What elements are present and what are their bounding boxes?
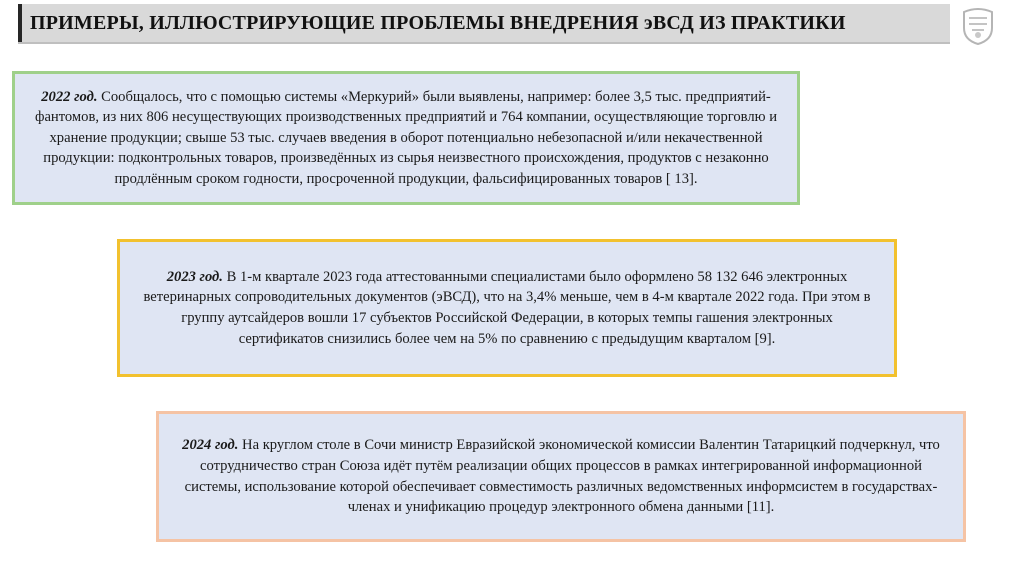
title-accent-bar bbox=[18, 4, 22, 42]
example-text-2023 bbox=[140, 267, 874, 349]
example-body-2023: В 1-м квартале 2023 года аттестованными специалистами было оформлено 58 132 646 электронных ветеринарных сопроводительных документов (эВСД), что на 3,4% меньше, чем в 4-м квартале 2022 года. При этом в группу аутсайдеров вошли 17 субъектов Российской Федерации, в которых темпы гашения электронных сертификатов снизились более чем на 5% по сравнению с предыдущим кварталом [9]. bbox=[143, 268, 871, 347]
example-card-2024 bbox=[156, 411, 966, 542]
example-text-2022 bbox=[25, 87, 787, 190]
example-body-2022: Сообщалось, что с помощью системы «Меркурий» были выявлены, например: более 3,5 тыс. предприятий-фантомов, из них 806 несуществующих производственных предприятий и 764 компании, осуществляющие торговлю и хранение продукции; свыше 53 тыс. случаев введения в оборот потенциально небезопасной и/или некачественной продукции: подконтрольных товаров, произведённых из сырья неизвестного происхождения, продуктов с незаконно продлённым сроком годности, просроченной продукции, фальсифицированных товаров [ 13]. bbox=[34, 88, 777, 187]
year-label-2023: 2023 год. bbox=[166, 268, 223, 285]
example-card-2023 bbox=[117, 239, 897, 377]
example-body-2024: На круглом столе в Сочи министр Евразийской экономической комиссии Валентин Татарицкий подчеркнул, что сотрудничество стран Союза идёт путём реализации общих процессов в рамках интегрированной информационной системы, использование которой обеспечивает совместимость различных ведомственных информсистем в государствах-членах и унификацию процедур электронного обмена данными [11]. bbox=[184, 437, 940, 516]
year-label-2024: 2024 год. bbox=[182, 437, 239, 454]
year-label-2022: 2022 год. bbox=[41, 88, 98, 105]
example-text-2024 bbox=[179, 435, 943, 517]
title-bar bbox=[18, 4, 950, 44]
emblem-logo-icon bbox=[958, 4, 998, 46]
page-title: ПРИМЕРЫ, ИЛЛЮСТРИРУЮЩИЕ ПРОБЛЕМЫ ВНЕДРЕНИЯ эВСД ИЗ ПРАКТИКИ bbox=[30, 12, 846, 34]
example-card-2022 bbox=[12, 71, 800, 205]
